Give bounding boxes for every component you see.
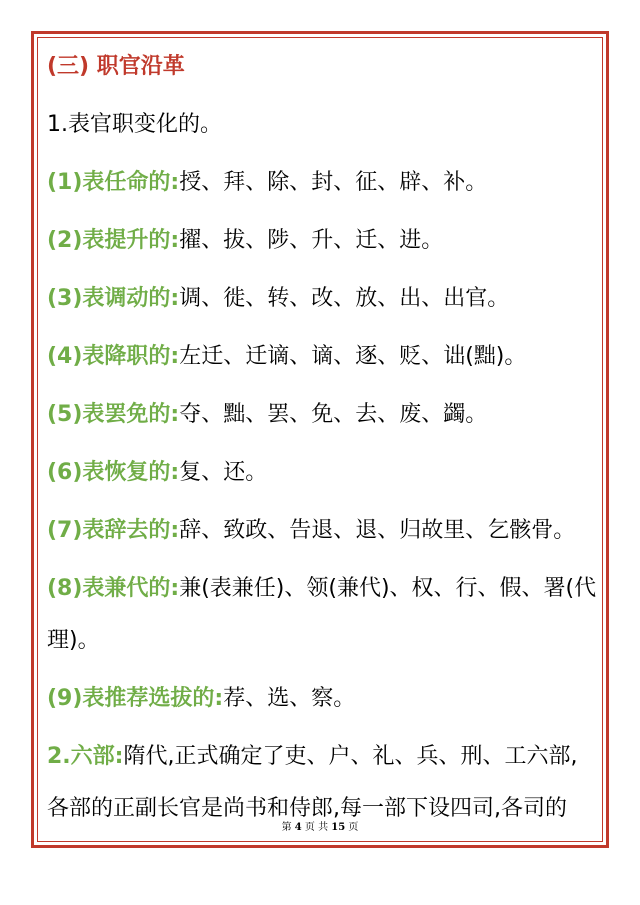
footer-total-pages: 15 — [331, 822, 346, 833]
item-label: (7)表辞去的: — [47, 518, 180, 543]
list-item — [47, 215, 603, 267]
list-item — [47, 273, 603, 325]
list-item-line — [47, 273, 603, 325]
item-label: (6)表恢复的: — [47, 460, 180, 485]
footer-current-page: 4 — [294, 822, 302, 833]
item-label: (3)表调动的: — [47, 286, 180, 311]
item-label: (9)表推荐选拔的: — [47, 686, 224, 711]
item-text: 兼(表兼任)、领(兼代)、权、行、假、署(代 — [179, 576, 597, 601]
section-two-continuation: 各部的正副长官是尚书和侍郎,每一部下设四司,各司的 — [47, 796, 567, 821]
item-label: (4)表降职的: — [47, 344, 180, 369]
list-item — [47, 673, 603, 725]
page-footer — [0, 820, 640, 836]
footer-page-suffix: 页 — [348, 822, 359, 833]
list-item — [47, 563, 603, 667]
list-item-line — [47, 157, 603, 209]
item-text: 复、还。 — [179, 460, 268, 485]
item-label: (8)表兼代的: — [47, 576, 180, 601]
list-item-line — [47, 215, 603, 267]
item-text: 荐、选、察。 — [223, 686, 356, 711]
list-item-line — [47, 673, 603, 725]
item-text: 辞、致政、告退、退、归故里、乞骸骨。 — [179, 518, 576, 543]
section-two-line — [47, 731, 603, 783]
item-text: 擢、拔、陟、升、迁、进。 — [179, 228, 444, 253]
list-item-line — [47, 447, 603, 499]
item-label: (5)表罢免的: — [47, 402, 180, 427]
item-text: 夺、黜、罢、免、去、废、蠲。 — [179, 402, 488, 427]
list-item — [47, 157, 603, 209]
list-item — [47, 505, 603, 557]
footer-page-prefix: 第 — [281, 822, 292, 833]
list-item-line — [47, 505, 603, 557]
section-two-label: 2.六部: — [47, 744, 124, 769]
list-item-line — [47, 331, 603, 383]
list-item — [47, 447, 603, 499]
list-item — [47, 389, 603, 441]
section-heading: (三) 职官沿革 — [47, 54, 185, 79]
item-text: 调、徙、转、改、放、出、出官。 — [179, 286, 510, 311]
item-label: (1)表任命的: — [47, 170, 180, 195]
section-two-text: 隋代,正式确定了吏、户、礼、兵、刑、工六部, — [123, 744, 578, 769]
page-body — [47, 41, 603, 841]
list-item-line — [47, 563, 603, 615]
list-item — [47, 331, 603, 383]
item-label: (2)表提升的: — [47, 228, 180, 253]
item-text-continuation: 理)。 — [47, 628, 100, 653]
list-item-line — [47, 389, 603, 441]
footer-page-middle: 页 共 — [304, 822, 329, 833]
subsection-title: 1.表官职变化的。 — [47, 112, 222, 137]
item-text: 授、拜、除、封、征、辟、补。 — [179, 170, 488, 195]
item-text: 左迁、迁谪、谪、逐、贬、诎(黜)。 — [179, 344, 527, 369]
